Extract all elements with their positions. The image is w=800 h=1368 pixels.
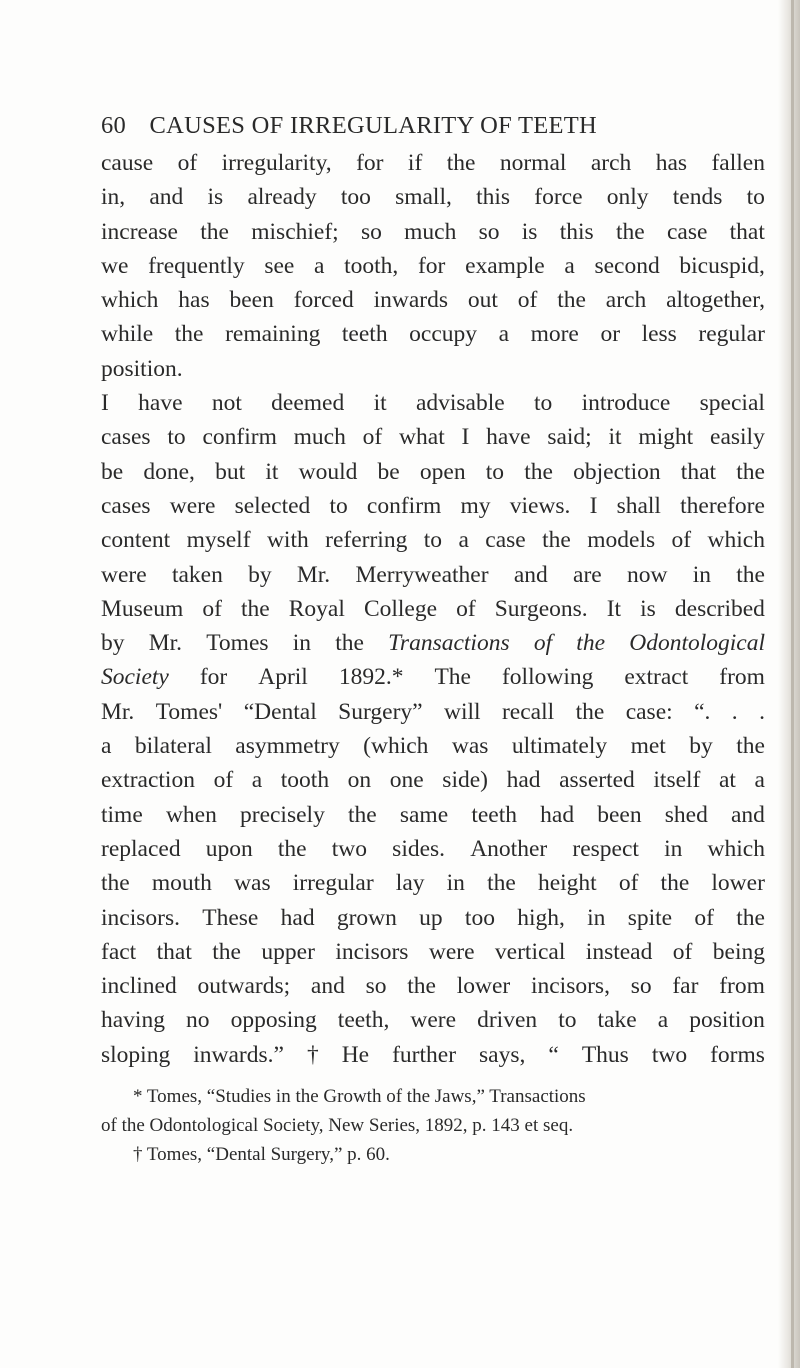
text-line: be done, but it would be open to the objection that the xyxy=(101,458,765,485)
footnotes xyxy=(101,1082,765,1169)
page-header xyxy=(101,112,761,146)
footnote: † Tomes, “Dental Surgery,” p. 60. xyxy=(133,1144,390,1165)
text-line: in, and is already too small, this force only tends to xyxy=(101,184,765,211)
text-line: fact that the upper incisors were vertical instead of being xyxy=(101,938,765,965)
page-edge-line xyxy=(791,0,794,1368)
text-line: which has been forced inwards out of the arch altogether, xyxy=(101,287,765,314)
text-line: sloping inwards.” † He further says, “ Thus two forms xyxy=(101,1041,765,1068)
text-line: Museum of the Royal College of Surgeons. It is described xyxy=(101,595,765,622)
text-line: time when precisely the same teeth had been shed and xyxy=(101,801,765,828)
text-line: were taken by Mr. Merryweather and are now in the xyxy=(101,561,765,588)
text-line: I have not deemed it advisable to introduce special xyxy=(101,390,765,417)
text-line: a bilateral asymmetry (which was ultimately met by the xyxy=(101,733,765,760)
text-line: inclined outwards; and so the lower incisors, so far from xyxy=(101,973,765,1000)
text-line: incisors. These had grown up too high, in spite of the xyxy=(101,904,765,931)
text-line: by Mr. Tomes in the Transactions of the Odontological xyxy=(101,630,765,657)
text-line: cases were selected to confirm my views. I shall therefore xyxy=(101,492,765,519)
text-line: Society for April 1892.* The following extract from xyxy=(101,664,765,691)
text-line: we frequently see a tooth, for example a second bicuspid, xyxy=(101,252,765,279)
text-line: increase the mischief; so much so is this the case that xyxy=(101,218,765,245)
text-line: Mr. Tomes' “Dental Surgery” will recall the case: “. . . xyxy=(101,698,765,725)
text-line: cause of irregularity, for if the normal arch has fallen xyxy=(101,150,765,176)
text-line: position. xyxy=(101,355,183,382)
body-text xyxy=(101,146,765,1072)
text-line: content myself with referring to a case the models of which xyxy=(101,527,765,554)
text-line: the mouth was irregular lay in the height of the lower xyxy=(101,870,765,897)
text-line: extraction of a tooth on one side) had asserted itself at a xyxy=(101,767,765,794)
text-line: while the remaining teeth occupy a more or less regular xyxy=(101,321,765,348)
running-head: CAUSES OF IRREGULARITY OF TEETH xyxy=(149,112,598,139)
text-line: replaced upon the two sides. Another respect in which xyxy=(101,835,765,862)
text-line: cases to confirm much of what I have said; it might easily xyxy=(101,424,765,451)
footnote: of the Odontological Society, New Series, 1892, p. 143 et seq. xyxy=(101,1115,574,1136)
page-edge-shadow xyxy=(778,0,800,1368)
footnote: * Tomes, “Studies in the Growth of the Jaws,” Transactions xyxy=(133,1086,586,1107)
page-number: 60 xyxy=(101,112,127,139)
text-line: having no opposing teeth, were driven to take a position xyxy=(101,1007,765,1034)
